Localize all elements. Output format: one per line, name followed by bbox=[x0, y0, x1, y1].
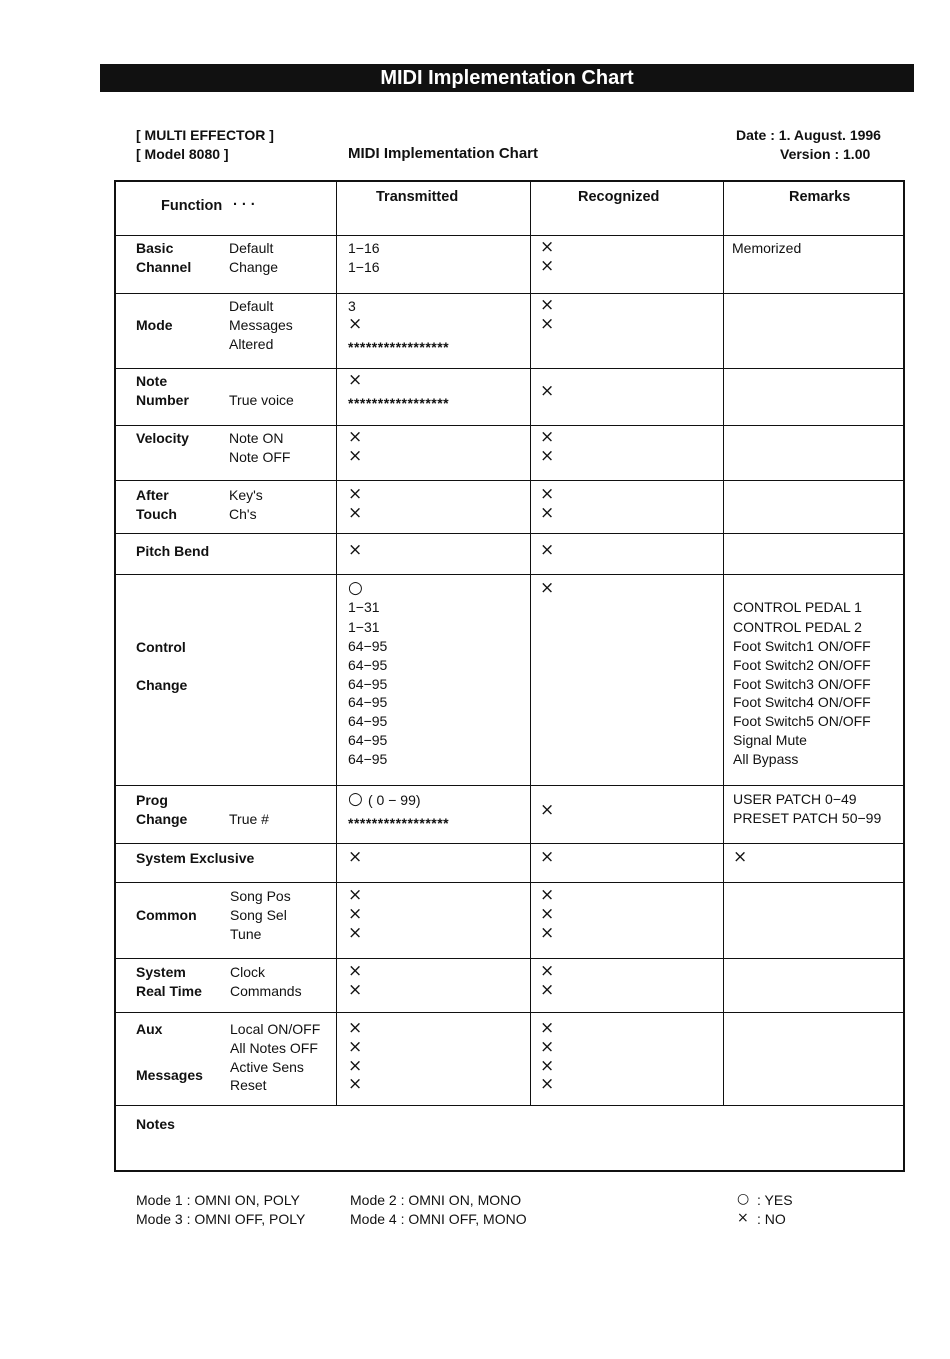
row-divider bbox=[116, 533, 903, 534]
remark: Foot Switch3 ON/OFF bbox=[733, 676, 871, 692]
col-header-remarks: Remarks bbox=[789, 189, 851, 205]
row-divider bbox=[116, 425, 903, 426]
row-divider bbox=[116, 882, 903, 883]
no-icon: × bbox=[733, 847, 748, 867]
no-icon: × bbox=[540, 540, 555, 560]
no-icon: × bbox=[348, 904, 363, 924]
no-icon: × bbox=[540, 1056, 555, 1076]
banner-title: MIDI Implementation Chart bbox=[100, 64, 914, 92]
model-name: [ Model 8080 ] bbox=[136, 146, 229, 162]
version: Version : 1.00 bbox=[780, 146, 871, 162]
row-label: Velocity bbox=[136, 430, 189, 446]
no-icon: × bbox=[348, 314, 363, 334]
row-label: Control bbox=[136, 639, 186, 655]
transmitted-value: 64−95 bbox=[348, 638, 388, 654]
row-sublabel: Messages bbox=[229, 317, 293, 333]
row-divider bbox=[116, 574, 903, 575]
transmitted-value: 64−95 bbox=[348, 694, 388, 710]
row-label: Aux bbox=[136, 1021, 163, 1037]
no-icon: × bbox=[540, 446, 555, 466]
row-label: Prog bbox=[136, 792, 168, 808]
row-sublabel: Reset bbox=[230, 1077, 267, 1093]
col-header-recognized: Recognized bbox=[578, 189, 660, 205]
no-icon: × bbox=[540, 295, 555, 315]
col-header-transmitted: Transmitted bbox=[376, 189, 459, 205]
no-icon: × bbox=[540, 1037, 555, 1057]
no-icon: × bbox=[540, 904, 555, 924]
no-icon: × bbox=[540, 237, 555, 257]
remark: USER PATCH 0−49 bbox=[733, 791, 857, 807]
col-divider bbox=[723, 182, 724, 1106]
row-sublabel: Default bbox=[229, 298, 274, 314]
no-icon: × bbox=[348, 923, 363, 943]
row-label: Touch bbox=[136, 506, 177, 522]
no-icon: × bbox=[348, 503, 363, 523]
row-sublabel: Altered bbox=[229, 336, 274, 352]
no-icon: × bbox=[540, 885, 555, 905]
not-applicable-stars: ***************** bbox=[348, 395, 450, 411]
function-dots: · · · bbox=[233, 197, 256, 213]
row-label: Pitch Bend bbox=[136, 543, 210, 559]
transmitted-value: 64−95 bbox=[348, 732, 388, 748]
mode-legend: Mode 1 : OMNI ON, POLY bbox=[136, 1192, 300, 1208]
row-label: Channel bbox=[136, 259, 192, 275]
remark: Foot Switch5 ON/OFF bbox=[733, 713, 871, 729]
row-label: Basic bbox=[136, 240, 174, 256]
no-icon: × bbox=[348, 446, 363, 466]
row-label: After bbox=[136, 487, 169, 503]
no-icon: × bbox=[540, 484, 555, 504]
transmitted-value: 64−95 bbox=[348, 751, 388, 767]
mode-legend: Mode 2 : OMNI ON, MONO bbox=[350, 1192, 522, 1208]
row-divider bbox=[116, 1012, 903, 1013]
no-icon: × bbox=[348, 1037, 363, 1057]
no-icon: × bbox=[348, 1056, 363, 1076]
mode-legend: Mode 4 : OMNI OFF, MONO bbox=[350, 1211, 527, 1227]
row-sublabel: Local ON/OFF bbox=[230, 1021, 321, 1037]
row-sublabel: Tune bbox=[230, 926, 262, 942]
not-applicable-stars: ***************** bbox=[348, 815, 450, 831]
remark: Signal Mute bbox=[733, 732, 807, 748]
row-label: Number bbox=[136, 392, 189, 408]
row-divider bbox=[116, 958, 903, 959]
row-sublabel: Change bbox=[229, 259, 279, 275]
row-divider bbox=[116, 235, 903, 236]
device-name: [ MULTI EFFECTOR ] bbox=[136, 127, 274, 143]
row-sublabel: True voice bbox=[229, 392, 294, 408]
transmitted-value: 64−95 bbox=[348, 657, 388, 673]
transmitted-value: 64−95 bbox=[348, 676, 388, 692]
remark: All Bypass bbox=[733, 751, 799, 767]
chart-subtitle: MIDI Implementation Chart bbox=[348, 145, 539, 162]
transmitted-value: ( 0 − 99) bbox=[368, 792, 421, 808]
no-icon: × bbox=[540, 578, 555, 598]
no-icon: × bbox=[540, 800, 555, 820]
no-icon: × bbox=[540, 961, 555, 981]
no-icon: × bbox=[540, 503, 555, 523]
row-sublabel: Clock bbox=[230, 964, 266, 980]
transmitted-value: 1−16 bbox=[348, 240, 380, 256]
col-divider bbox=[530, 182, 531, 1106]
mode-legend: Mode 3 : OMNI OFF, POLY bbox=[136, 1211, 306, 1227]
no-icon: × bbox=[540, 980, 555, 1000]
no-icon: × bbox=[348, 484, 363, 504]
row-sublabel: Commands bbox=[230, 983, 302, 999]
no-icon: × bbox=[540, 1018, 555, 1038]
date: Date : 1. August. 1996 bbox=[736, 127, 881, 143]
remark: PRESET PATCH 50−99 bbox=[733, 810, 882, 826]
col-header-function: Function bbox=[161, 198, 223, 214]
row-sublabel: Ch's bbox=[229, 506, 257, 522]
transmitted-value: 1−31 bbox=[348, 599, 380, 615]
no-icon: × bbox=[348, 427, 363, 447]
row-sublabel: Key's bbox=[229, 487, 263, 503]
transmitted-value: 1−16 bbox=[348, 259, 380, 275]
no-legend: : NO bbox=[757, 1211, 786, 1227]
no-icon: × bbox=[540, 1074, 555, 1094]
row-sublabel: Active Sens bbox=[230, 1059, 304, 1075]
no-icon: × bbox=[348, 980, 363, 1000]
no-icon: × bbox=[540, 314, 555, 334]
no-icon: × bbox=[348, 1074, 363, 1094]
row-sublabel: All Notes OFF bbox=[230, 1040, 318, 1056]
row-label: Messages bbox=[136, 1067, 203, 1083]
no-icon: × bbox=[540, 381, 555, 401]
remark: Foot Switch2 ON/OFF bbox=[733, 657, 871, 673]
row-divider bbox=[116, 1105, 903, 1106]
no-icon: × bbox=[540, 427, 555, 447]
remark: CONTROL PEDAL 2 bbox=[733, 619, 862, 635]
row-label: Change bbox=[136, 677, 188, 693]
transmitted-value: 64−95 bbox=[348, 713, 388, 729]
row-divider bbox=[116, 293, 903, 294]
remark: CONTROL PEDAL 1 bbox=[733, 599, 862, 615]
row-divider bbox=[116, 368, 903, 369]
yes-icon: ○ bbox=[348, 789, 363, 809]
row-label: Notes bbox=[136, 1116, 175, 1132]
row-divider bbox=[116, 480, 903, 481]
remark: Memorized bbox=[732, 240, 802, 256]
remark: Foot Switch1 ON/OFF bbox=[733, 638, 871, 654]
row-label: System Exclusive bbox=[136, 850, 255, 866]
col-divider bbox=[336, 182, 337, 1106]
no-icon: × bbox=[540, 923, 555, 943]
no-icon: × bbox=[540, 847, 555, 867]
no-icon: × bbox=[737, 1210, 749, 1226]
no-icon: × bbox=[348, 885, 363, 905]
row-label: Mode bbox=[136, 317, 173, 333]
row-sublabel: Song Sel bbox=[230, 907, 287, 923]
row-label: Change bbox=[136, 811, 188, 827]
remark: Foot Switch4 ON/OFF bbox=[733, 694, 871, 710]
transmitted-value: 1−31 bbox=[348, 619, 380, 635]
no-icon: × bbox=[540, 256, 555, 276]
transmitted-value: 3 bbox=[348, 298, 356, 314]
no-icon: × bbox=[348, 847, 363, 867]
row-sublabel: True # bbox=[229, 811, 269, 827]
row-sublabel: Note ON bbox=[229, 430, 284, 446]
row-label: System bbox=[136, 964, 186, 980]
yes-icon: ○ bbox=[348, 578, 363, 598]
row-sublabel: Song Pos bbox=[230, 888, 291, 904]
row-divider bbox=[116, 843, 903, 844]
no-icon: × bbox=[348, 540, 363, 560]
yes-icon: ○ bbox=[737, 1191, 750, 1207]
row-label: Common bbox=[136, 907, 197, 923]
row-divider bbox=[116, 785, 903, 786]
yes-legend: : YES bbox=[757, 1192, 793, 1208]
no-icon: × bbox=[348, 961, 363, 981]
no-icon: × bbox=[348, 1018, 363, 1038]
no-icon: × bbox=[348, 370, 363, 390]
row-label: Note bbox=[136, 373, 168, 389]
row-label: Real Time bbox=[136, 983, 202, 999]
row-sublabel: Note OFF bbox=[229, 449, 291, 465]
not-applicable-stars: ***************** bbox=[348, 339, 450, 355]
row-sublabel: Default bbox=[229, 240, 274, 256]
